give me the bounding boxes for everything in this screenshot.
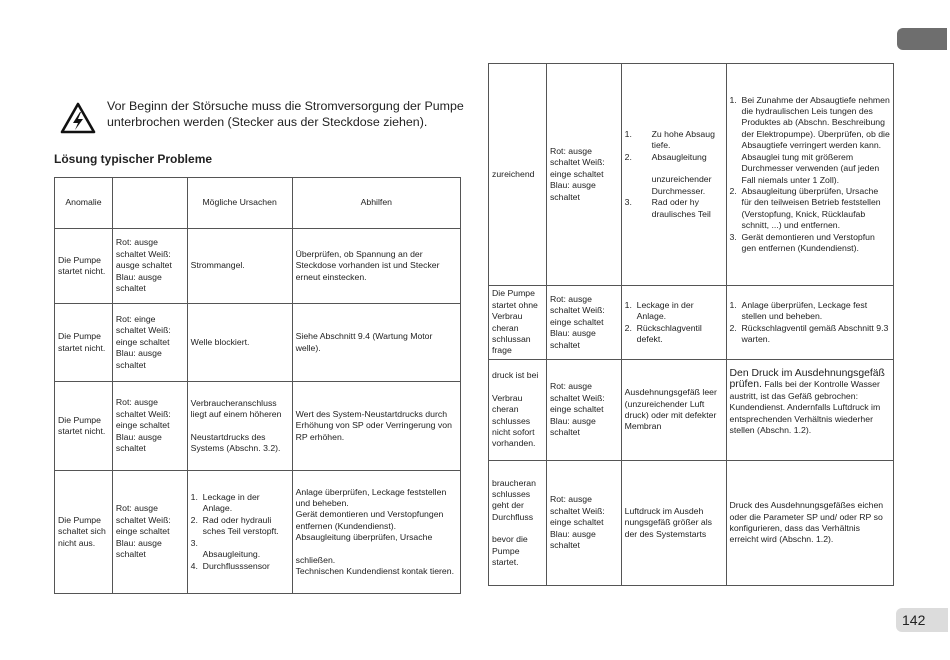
anomaly-cell: Die Pumpe startet ohne Verbrau cheran schlussan frage — [489, 286, 547, 360]
warning-text: Vor Beginn der Störsuche muss die Stromversorgung der Pumpe unterbrochen werden (Stecker aus der Steckdose ziehen). — [107, 99, 464, 129]
remedies-cell: Siehe Abschnitt 9.4 (Wartung Motor welle). — [292, 304, 460, 382]
header-anomaly: Anomalie — [55, 178, 113, 229]
indicator-cell: Rot: ausge schaltet Weiß: einge schaltet Blau: ausge schaltet — [546, 461, 621, 586]
remedy-line: Technischen Kundendienst kontak tieren. — [295, 566, 455, 577]
remedies-cell: Überprüfen, ob Spannung an der Steckdose vorhanden ist und Stecker erneut einstecken. — [292, 229, 460, 304]
list-item: 2. Rückschlagventil gemäß Abschnitt 9.3 warten. — [729, 322, 889, 344]
table-header-row — [55, 178, 461, 229]
table-row — [489, 461, 894, 586]
remedies-cell — [292, 471, 460, 594]
indicator-cell: Rot: ausge schaltet Weiß: einge schaltet Blau: ausge schaltet — [546, 360, 621, 461]
page-number: 142 — [896, 608, 948, 632]
header-causes: Mögliche Ursachen — [187, 178, 292, 229]
table-row — [55, 471, 461, 594]
anomaly-cell: Die Pumpe startet nicht. — [55, 304, 113, 382]
header-remedies: Abhilfen — [292, 178, 460, 229]
anomaly-cell: Die Pumpe startet nicht. — [55, 229, 113, 304]
indicator-cell: Rot: einge schaltet Weiß: einge schaltet Blau: ausge schaltet — [112, 304, 187, 382]
high-voltage-warning-icon — [60, 102, 96, 134]
remedies-cell — [726, 64, 893, 286]
anomaly-cell — [489, 461, 547, 586]
remedy-line: Anlage überprüfen, Leckage feststellen und beheben. — [295, 486, 447, 508]
remedies-list — [730, 300, 890, 346]
causes-cell: Strommangel. — [187, 229, 292, 304]
list-item: 3. Rad oder hy draulisches Teil — [624, 197, 711, 219]
section-title: Lösung typischer Probleme — [54, 152, 213, 166]
causes-cell — [187, 471, 292, 594]
anomaly-line: Verbrau cheran schlusses nicht sofort vorhanden. — [492, 392, 536, 449]
anomaly-cell — [489, 360, 547, 461]
remedies-cell — [726, 286, 893, 360]
indicator-cell: Rot: ausge schaltet Weiß: einge schaltet Blau: ausge schaltet — [112, 471, 187, 594]
anomaly-cell: Die Pumpe startet nicht. — [55, 382, 113, 471]
anomaly-line: bevor die Pumpe startet. — [492, 534, 528, 568]
list-item: 4. Durchflusssensor — [190, 560, 270, 571]
list-item: 3. Absaugleitung. — [190, 537, 261, 560]
list-item: 1. Anlage überprüfen, Leckage fest stellen und beheben. — [729, 299, 868, 322]
list-item: 2. Absaugleitung überprüfen, Ursache für den teilweisen Betrieb feststellen (Verstopfung, Knick, Rücklaufab schnitt, ...) und entfernen. — [729, 185, 881, 231]
remedy-line: schließen. — [295, 554, 336, 565]
header-indicator — [112, 178, 187, 229]
list-item: 2. Absaugleitung — [624, 151, 707, 162]
causes-cell — [621, 286, 726, 360]
table-row — [489, 360, 894, 461]
anomaly-line: braucheran schlusses geht der Durchfluss — [492, 477, 536, 522]
causes-cell: Welle blockiert. — [187, 304, 292, 382]
causes-cell — [621, 64, 726, 286]
remedy-line: Gerät demontieren und Verstopfungen entfernen (Kundendienst). — [295, 509, 444, 531]
chapter-tab-marker — [897, 28, 947, 50]
remedies-cell: Druck des Ausdehnungsgefäßes eichen oder die Parameter SP und/ oder RP so konfigurieren, dass das Verhältnis erreicht wird (Abschn. 1.2). — [726, 461, 893, 586]
indicator-cell: Rot: ausge schaltet Weiß: einge schaltet Blau: ausge schaltet — [546, 64, 621, 286]
causes-cell: Luftdruck im Ausdeh nungsgefäß größer als der des Systemstarts — [621, 461, 726, 586]
anomaly-cell: zureichend — [489, 64, 547, 286]
list-item: 2. Rückschlagventil defekt. — [624, 322, 702, 344]
table-row — [489, 64, 894, 286]
anomaly-line: druck ist bei — [492, 370, 539, 381]
causes-list — [625, 129, 723, 220]
table-row — [55, 382, 461, 471]
causes-cell: Ausdehnungsgefäß leer (unzureichender Luft druck) oder mit defekter Membran — [621, 360, 726, 461]
list-item: unzureichender Durchmesser. — [651, 174, 712, 196]
table-row — [489, 286, 894, 360]
remedy-lead: Den Druck im Ausdehnungsgefäß prüfen. — [729, 368, 885, 391]
troubleshooting-table-left — [54, 177, 461, 594]
remedies-cell — [726, 360, 893, 461]
table-row — [55, 229, 461, 304]
list-item: 1. Bei Zunahme der Absaugtiefe nehmen die hydraulischen Leis tungen des Produktes ab (Abschn. Beschreibung der Elektropumpe). Überprüfen, ob die Absaugtiefe verringert werden kann. Absauglei tung mit größerem Durchmesser verwenden (auf jeden Fall niemals unter 1 Zoll). — [729, 94, 890, 185]
list-item: 2. Rad oder hydrauli sches Teil verstopft. — [190, 514, 279, 537]
indicator-cell: Rot: ausge schaltet Weiß: einge schaltet Blau: ausge schaltet — [112, 382, 187, 471]
causes-cell — [187, 382, 292, 471]
list-item: 1. Leckage in der Anlage. — [190, 492, 260, 514]
list-item: 3. Gerät demontieren und Verstopfun gen entfernen (Kundendienst). — [729, 231, 875, 253]
causes-list — [625, 300, 723, 346]
troubleshooting-table-right — [488, 63, 894, 586]
anomaly-cell: Die Pumpe schaltet sich nicht aus. — [55, 471, 113, 594]
remedies-list — [730, 95, 890, 255]
list-item: 1. Zu hohe Absaug tiefe. — [624, 129, 715, 151]
indicator-cell: Rot: ausge schaltet Weiß: einge schaltet Blau: ausge schaltet — [546, 286, 621, 360]
table-row — [55, 304, 461, 382]
cause-line: Verbraucheranschluss liegt auf einem höheren — [190, 397, 282, 420]
indicator-cell: Rot: ausge schaltet Weiß: ausge schaltet Blau: ausge schaltet — [112, 229, 187, 304]
list-item: 1. Leckage in der Anlage. — [624, 299, 694, 322]
remedy-text: Falls bei der Kontrolle Wasser austritt, ist das Gefäß gebrochen: Kundendienst. Andernfalls Luftdruck im entsprechenden Verhältnis wiederher stellen (Abschn. 1.2). — [729, 379, 881, 436]
cause-line: Neustartdrucks des Systems (Abschn. 3.2). — [190, 431, 281, 453]
remedy-line: Absaugleitung überprüfen, Ursache — [295, 532, 433, 543]
causes-list — [191, 492, 289, 572]
remedies-cell: Wert des System-Neustartdrucks durch Erhöhung von SP oder Verringerung von RP erhöhen. — [292, 382, 460, 471]
